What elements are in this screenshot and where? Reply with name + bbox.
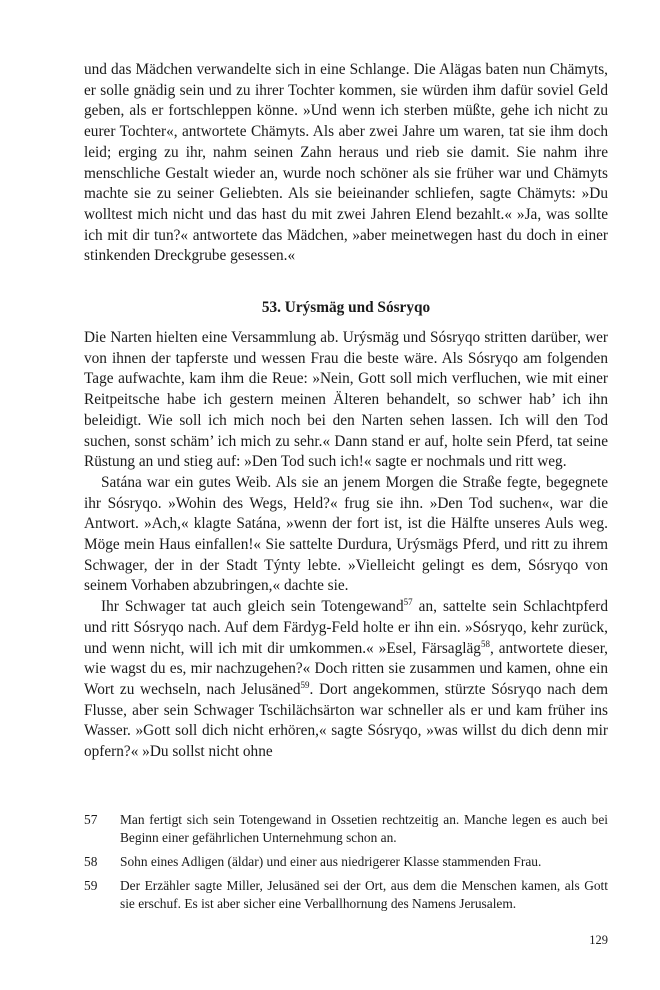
footnote-text: Der Erzähler sagte Miller, Jelusäned sei der Ort, aus dem die Menschen kamen, als Gott sie erschuf. Es ist aber sicher eine Verballhornung des Namens Jerusalem. xyxy=(120,878,608,911)
footnote-text: Man fertigt sich sein Totengewand in Ossetien rechtzeitig an. Manche legen es auch bei Beginn einer gefährlichen Unternehmung schon an. xyxy=(120,812,608,845)
paragraph-3-part-d: . Dort angekommen, stürzte Sósryqo nach dem Flusse, aber sein Schwager Tschilächsärton war schneller als er und kam früher ins Wasser. »Gott soll dich nicht erhören,« sagte Sósryqo, »was willst du dich denn mir opfern?« »Du sollst nicht ohne xyxy=(84,680,608,761)
footnote-ref-57: 57 xyxy=(403,597,413,608)
section-title: 53. Urýsmäg und Sósryqo xyxy=(261,299,431,317)
footnote-ref-58: 58 xyxy=(480,638,490,649)
footnote-ref-59: 59 xyxy=(300,679,310,690)
footnote-number: 58 xyxy=(84,854,98,869)
paragraph-2: Satána war ein gutes Weib. Als sie an jenem Morgen die Straße fegte, begegnete ihr Sósryqo. »Wohin des Wegs, Held?« frug sie ihn. »Den Tod suchen«, war die Antwort. »Ach,« klagte Satána, »wenn der fort ist, ist die Hälfte unseres Auls weg. Möge mein Haus einfallen!« Sie sattelte Durdura, Urýsmägs Pferd, und ritt zu ihrem Schwager, der in der Stadt Týnty lebte. »Vielleicht gelingt es dem, Sósryqo von seinem Vorhaben abzubringen,« dachte sie. xyxy=(84,473,608,595)
footnotes xyxy=(84,811,608,919)
footnote-number: 59 xyxy=(84,878,98,893)
footnote xyxy=(84,853,608,871)
paragraph-3-part-c: , antwortete dieser, wie wagst du es, mir nachzugehen?« Doch ritten sie zusammen und kamen, ohne ein Wort zu wechseln, nach Jelusäned xyxy=(84,639,608,698)
paragraph-3-part-b: an, sattelte sein Schlachtpferd und ritt Sósryqo nach. Auf dem Färdyg-Feld holte er ihn ein. »Sósryqo, kehr zurück, und wenn nicht, will ich mit dir umkommen.« »Esel, Färsagläg xyxy=(84,598,608,657)
footnote-text: Sohn eines Adligen (äldar) und einer aus niedrigerer Klasse stammenden Frau. xyxy=(120,854,542,869)
footnote xyxy=(84,811,608,847)
paragraph-intro: und das Mädchen verwandelte sich in eine Schlange. Die Alägas baten nun Chämyts, er solle gnädig sein und zu ihrer Tochter kommen, sie würden ihm dafür soviel Geld geben, als er fortschleppen könne. »Und wenn ich sterben müßte, gehe ich nicht zu eurer Tochter«, antwortete Chämyts. Als aber zwei Jahre um waren, tat sie ihm doch leid; erging zu ihr, nahm seinen Zahn heraus und rieb sie damit. Sie nahm ihre menschliche Gestalt wieder an, wurde noch schöner als sie früher war und Chämyts machte sie zu seiner Geliebten. Als sie beieinander schliefen, sagte Chämyts: »Du wolltest mich nicht und das hast du mit zwei Jahren Elend bezahlt.« »Ja, was sollte ich mit dir tun?« antwortete das Mädchen, »aber meinetwegen hast du doch in einer stinkenden Dreckgrube gesessen.« xyxy=(84,61,608,265)
paragraph-3 xyxy=(84,597,608,763)
footnote-number: 57 xyxy=(84,812,98,827)
page-number: 129 xyxy=(589,933,608,947)
paragraph-3-part-a: Ihr Schwager tat auch gleich sein Totengewand xyxy=(101,598,404,616)
footnote xyxy=(84,877,608,913)
page-body xyxy=(84,60,608,763)
paragraph-1: Die Narten hielten eine Versammlung ab. Urýsmäg und Sósryqo stritten darüber, wer von ihnen der tapferste und wessen Frau die beste wäre. Als Sósryqo am folgenden Tage aufwachte, kam ihm die Reue: »Nein, Gott soll mich verfluchen, wie mit einer Reitpeitsche habe ich gestern meinen Älteren behandelt, so schwer hab’ ich ihn beleidigt. Wie soll ich mich noch bei den Narten sehen lassen. Ich will den Tod suchen, sonst schäm’ ich mich zu sehr.« Dann stand er auf, holte sein Pferd, tat seine Rüstung an und stieg auf: »Den Tod such ich!« sagte er nochmals und ritt weg. xyxy=(84,329,608,471)
